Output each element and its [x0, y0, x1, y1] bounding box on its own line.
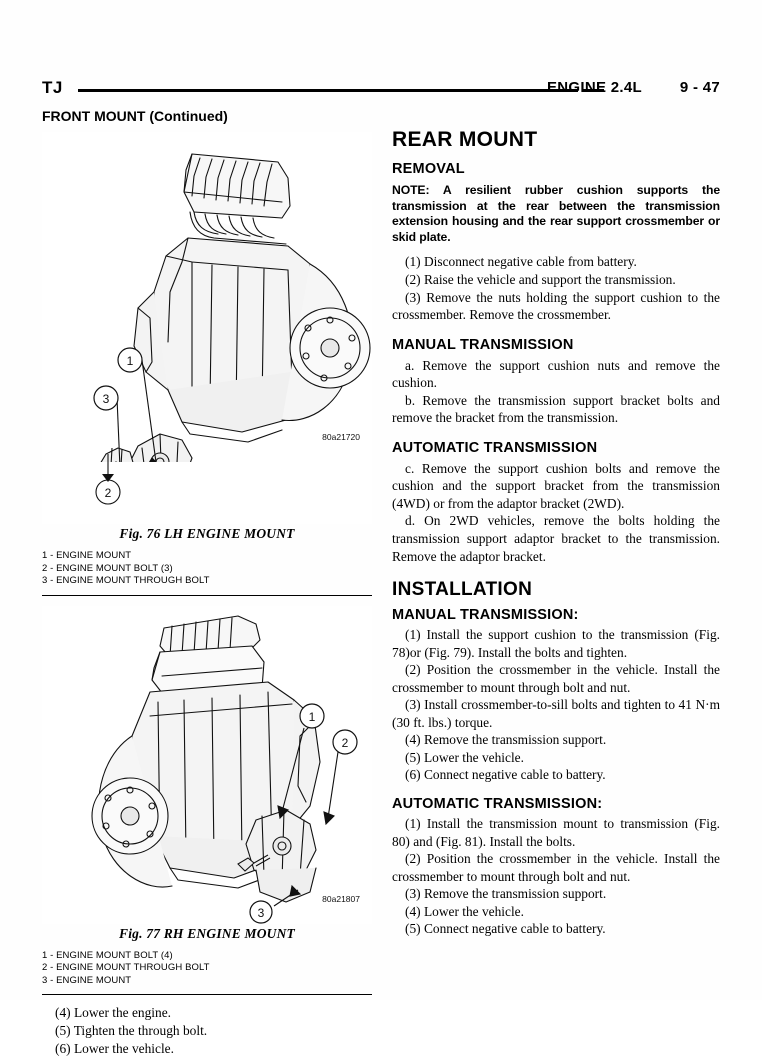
installation-manual-steps: [392, 626, 720, 784]
figure-77-legend-item-3: 3 - ENGINE MOUNT: [42, 974, 132, 986]
header-page-number: 9 - 47: [679, 79, 720, 96]
install-manual-step-4: (4) Remove the transmission support.: [405, 732, 607, 748]
svg-text:2: 2: [104, 486, 112, 500]
figure-77: [42, 606, 372, 996]
svg-text:2: 2: [341, 735, 349, 750]
figure-77-legend-item-1: 1 - ENGINE MOUNT BOLT (4): [42, 949, 173, 961]
removal-step-3: (3) Remove the nuts holding the support cushion to the crossmember. Remove the crossmember.: [392, 289, 720, 323]
removal-steps: [392, 253, 720, 323]
install-manual-step-5: (5) Lower the vehicle.: [405, 749, 524, 765]
rear-mount-title: REAR MOUNT: [392, 128, 538, 151]
install-auto-step-3: (3) Remove the transmission support.: [405, 886, 607, 902]
svg-text:1: 1: [126, 354, 134, 368]
svg-text:3: 3: [257, 905, 265, 920]
figure-76-code: 80a21720: [322, 432, 360, 442]
manual-removal-step-b: b. Remove the transmission support bracket bolts and remove the bracket from the transmission.: [392, 392, 720, 426]
front-mount-step-5: (5) Tighten the through bolt.: [55, 1023, 208, 1039]
install-manual-step-2: (2) Position the crossmember in the vehicle. Install the crossmember to mount through bolt and nut.: [392, 662, 720, 695]
install-auto-step-2: (2) Position the crossmember in the vehicle. Install the crossmember to mount through bolt and nut.: [392, 851, 720, 884]
installation-automatic-steps: [392, 815, 720, 938]
figure-77-artwork: [42, 606, 372, 924]
manual-transmission-removal-steps: [392, 357, 720, 427]
automatic-removal-step-d: d. On 2WD vehicles, remove the bolts holding the transmission support adaptor bracket to the transmission. Remove the adaptor bracket.: [392, 513, 720, 564]
header-rule-left: [78, 89, 578, 92]
figure-76-artwork: [42, 132, 372, 524]
figure-76-divider: [42, 595, 372, 596]
installation-automatic-heading: AUTOMATIC TRANSMISSION:: [392, 796, 603, 813]
front-mount-step-4: (4) Lower the engine.: [55, 1005, 172, 1021]
left-column: [42, 132, 372, 1057]
front-mount-remaining-steps: [42, 1004, 372, 1058]
installation-manual-heading: MANUAL TRANSMISSION:: [392, 607, 579, 624]
manual-transmission-removal-heading: MANUAL TRANSMISSION: [392, 336, 574, 353]
figure-77-legend: [42, 950, 372, 988]
figure-76-legend: [42, 550, 372, 588]
figure-77-legend-item-2: 2 - ENGINE MOUNT THROUGH BOLT: [42, 962, 210, 974]
removal-heading: REMOVAL: [392, 161, 465, 177]
front-mount-step-6: (6) Lower the vehicle.: [55, 1041, 174, 1057]
install-auto-step-5: (5) Connect negative cable to battery.: [405, 921, 606, 937]
install-auto-step-4: (4) Lower the vehicle.: [405, 903, 524, 919]
removal-step-1: (1) Disconnect negative cable from battery.: [405, 254, 637, 270]
install-manual-step-6: (6) Connect negative cable to battery.: [405, 767, 606, 783]
manual-removal-step-a: a. Remove the support cushion nuts and remove the cushion.: [392, 357, 720, 391]
svg-text:1: 1: [308, 709, 316, 724]
automatic-transmission-removal-steps: [392, 460, 720, 565]
figure-76: [42, 132, 372, 596]
automatic-removal-step-c: c. Remove the support cushion bolts and remove the cushion and the support bracket from the transmission (4WD) or from the adaptor bracket (2WD).: [392, 460, 720, 511]
removal-step-2: (2) Raise the vehicle and support the transmission.: [405, 271, 676, 287]
install-auto-step-1: (1) Install the transmission mount to transmission (Fig. 80) and (Fig. 81). Install the bolts.: [392, 816, 720, 849]
figure-76-legend-item-3: 3 - ENGINE MOUNT THROUGH BOLT: [42, 575, 210, 587]
page-header: [42, 78, 720, 104]
svg-text:3: 3: [102, 392, 110, 406]
right-column: [392, 128, 720, 968]
installation-heading: INSTALLATION: [392, 579, 533, 601]
continued-heading: FRONT MOUNT (Continued): [42, 108, 228, 124]
figure-76-caption: Fig. 76 LH ENGINE MOUNT: [119, 526, 295, 541]
figure-77-code: 80a21807: [322, 893, 360, 904]
header-model: TJ: [42, 78, 63, 97]
figure-76-legend-item-2: 2 - ENGINE MOUNT BOLT (3): [42, 562, 173, 574]
figure-76-legend-item-1: 1 - ENGINE MOUNT: [42, 550, 132, 561]
header-section-title: ENGINE 2.4L: [547, 79, 642, 96]
install-manual-step-3: (3) Install crossmember-to-sill bolts and tighten to 41 N·m (30 ft. lbs.) torque.: [392, 697, 720, 730]
figure-77-divider: [42, 994, 372, 995]
figure-77-caption: Fig. 77 RH ENGINE MOUNT: [119, 925, 295, 941]
automatic-transmission-removal-heading: AUTOMATIC TRANSMISSION: [392, 439, 598, 456]
install-manual-step-1: (1) Install the support cushion to the transmission (Fig. 78)or (Fig. 79). Install the bolts and tighten.: [392, 627, 720, 660]
removal-note: NOTE: A resilient rubber cushion supports the transmission at the rear between the transmission extension housing and the rear support crossmember or skid plate.: [392, 183, 720, 244]
